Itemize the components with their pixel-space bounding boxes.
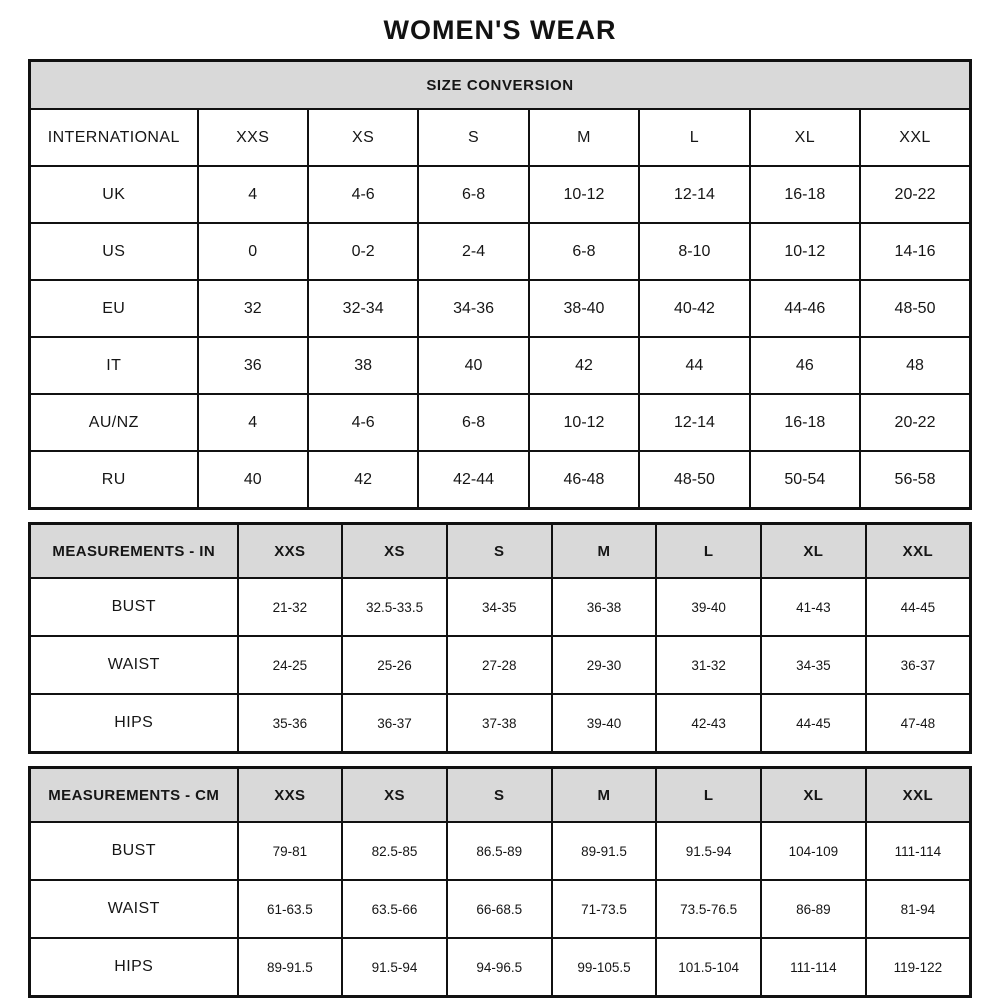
header-row xyxy=(30,768,971,823)
value-cell: 73.5-76.5 xyxy=(656,880,761,938)
value-cell: 39-40 xyxy=(552,694,657,753)
column-header: M xyxy=(552,524,657,579)
row-label: IT xyxy=(30,337,198,394)
column-header: XXS xyxy=(238,768,343,823)
table-row xyxy=(30,280,971,337)
value-cell: 34-35 xyxy=(447,578,552,636)
value-cell: 6-8 xyxy=(529,223,639,280)
value-cell: 48-50 xyxy=(639,451,749,509)
column-header: L xyxy=(639,109,749,166)
value-cell: 42-44 xyxy=(418,451,528,509)
value-cell: 12-14 xyxy=(639,166,749,223)
table-row xyxy=(30,166,971,223)
value-cell: 35-36 xyxy=(238,694,343,753)
column-header: XL xyxy=(761,768,866,823)
value-cell: 42-43 xyxy=(656,694,761,753)
value-cell: 37-38 xyxy=(447,694,552,753)
value-cell: 20-22 xyxy=(860,394,970,451)
table-row xyxy=(30,822,971,880)
value-cell: 81-94 xyxy=(866,880,971,938)
measurements-cm-table xyxy=(28,766,972,998)
value-cell: 111-114 xyxy=(866,822,971,880)
row-label: HIPS xyxy=(30,694,238,753)
header-row xyxy=(30,524,971,579)
column-header: S xyxy=(418,109,528,166)
value-cell: 4-6 xyxy=(308,394,418,451)
value-cell: 79-81 xyxy=(238,822,343,880)
value-cell: 38-40 xyxy=(529,280,639,337)
value-cell: 27-28 xyxy=(447,636,552,694)
column-header: L xyxy=(656,768,761,823)
column-header: S xyxy=(447,524,552,579)
value-cell: 91.5-94 xyxy=(342,938,447,997)
column-header: XS xyxy=(308,109,418,166)
value-cell: 36-37 xyxy=(342,694,447,753)
value-cell: 48 xyxy=(860,337,970,394)
value-cell: 4 xyxy=(198,394,308,451)
value-cell: 8-10 xyxy=(639,223,749,280)
value-cell: 50-54 xyxy=(750,451,860,509)
banner-row xyxy=(30,61,971,110)
row-label: HIPS xyxy=(30,938,238,997)
table-row xyxy=(30,880,971,938)
value-cell: 21-32 xyxy=(238,578,343,636)
value-cell: 40 xyxy=(198,451,308,509)
value-cell: 46-48 xyxy=(529,451,639,509)
row-label: EU xyxy=(30,280,198,337)
column-header: XL xyxy=(750,109,860,166)
value-cell: 32 xyxy=(198,280,308,337)
column-header: MEASUREMENTS - CM xyxy=(30,768,238,823)
value-cell: 24-25 xyxy=(238,636,343,694)
table-row xyxy=(30,394,971,451)
table-row xyxy=(30,223,971,280)
column-header: MEASUREMENTS - IN xyxy=(30,524,238,579)
value-cell: 44-45 xyxy=(761,694,866,753)
value-cell: 29-30 xyxy=(552,636,657,694)
column-header: XXL xyxy=(860,109,970,166)
value-cell: 48-50 xyxy=(860,280,970,337)
page-title: WOMEN'S WEAR xyxy=(383,15,617,45)
value-cell: 34-36 xyxy=(418,280,528,337)
value-cell: 94-96.5 xyxy=(447,938,552,997)
row-label: AU/NZ xyxy=(30,394,198,451)
value-cell: 31-32 xyxy=(656,636,761,694)
size-conversion-table xyxy=(28,59,972,510)
value-cell: 0 xyxy=(198,223,308,280)
value-cell: 10-12 xyxy=(750,223,860,280)
value-cell: 38 xyxy=(308,337,418,394)
row-label: BUST xyxy=(30,822,238,880)
value-cell: 14-16 xyxy=(860,223,970,280)
row-label: BUST xyxy=(30,578,238,636)
table-row xyxy=(30,636,971,694)
value-cell: 40-42 xyxy=(639,280,749,337)
value-cell: 91.5-94 xyxy=(656,822,761,880)
value-cell: 89-91.5 xyxy=(238,938,343,997)
value-cell: 16-18 xyxy=(750,166,860,223)
value-cell: 46 xyxy=(750,337,860,394)
column-header: INTERNATIONAL xyxy=(30,109,198,166)
value-cell: 41-43 xyxy=(761,578,866,636)
column-header: XXL xyxy=(866,524,971,579)
value-cell: 36 xyxy=(198,337,308,394)
row-label: RU xyxy=(30,451,198,509)
value-cell: 47-48 xyxy=(866,694,971,753)
value-cell: 36-38 xyxy=(552,578,657,636)
value-cell: 82.5-85 xyxy=(342,822,447,880)
value-cell: 104-109 xyxy=(761,822,866,880)
column-header: M xyxy=(552,768,657,823)
table-row xyxy=(30,694,971,753)
value-cell: 119-122 xyxy=(866,938,971,997)
value-cell: 12-14 xyxy=(639,394,749,451)
value-cell: 10-12 xyxy=(529,166,639,223)
value-cell: 40 xyxy=(418,337,528,394)
value-cell: 86-89 xyxy=(761,880,866,938)
value-cell: 86.5-89 xyxy=(447,822,552,880)
value-cell: 34-35 xyxy=(761,636,866,694)
value-cell: 20-22 xyxy=(860,166,970,223)
value-cell: 44-45 xyxy=(866,578,971,636)
table-banner: SIZE CONVERSION xyxy=(30,61,971,110)
value-cell: 61-63.5 xyxy=(238,880,343,938)
value-cell: 6-8 xyxy=(418,394,528,451)
table-row xyxy=(30,938,971,997)
column-header: M xyxy=(529,109,639,166)
row-label: WAIST xyxy=(30,880,238,938)
value-cell: 66-68.5 xyxy=(447,880,552,938)
column-header: XL xyxy=(761,524,866,579)
value-cell: 4-6 xyxy=(308,166,418,223)
header-row xyxy=(30,109,971,166)
table-row xyxy=(30,451,971,509)
value-cell: 44 xyxy=(639,337,749,394)
column-header: XS xyxy=(342,524,447,579)
value-cell: 111-114 xyxy=(761,938,866,997)
value-cell: 36-37 xyxy=(866,636,971,694)
row-label: WAIST xyxy=(30,636,238,694)
value-cell: 99-105.5 xyxy=(552,938,657,997)
value-cell: 63.5-66 xyxy=(342,880,447,938)
row-label: US xyxy=(30,223,198,280)
table-row xyxy=(30,337,971,394)
value-cell: 44-46 xyxy=(750,280,860,337)
value-cell: 89-91.5 xyxy=(552,822,657,880)
column-header: S xyxy=(447,768,552,823)
value-cell: 6-8 xyxy=(418,166,528,223)
column-header: XXS xyxy=(198,109,308,166)
value-cell: 101.5-104 xyxy=(656,938,761,997)
value-cell: 2-4 xyxy=(418,223,528,280)
measurements-in-table xyxy=(28,522,972,754)
column-header: XS xyxy=(342,768,447,823)
value-cell: 42 xyxy=(529,337,639,394)
value-cell: 25-26 xyxy=(342,636,447,694)
value-cell: 71-73.5 xyxy=(552,880,657,938)
value-cell: 0-2 xyxy=(308,223,418,280)
value-cell: 32.5-33.5 xyxy=(342,578,447,636)
value-cell: 10-12 xyxy=(529,394,639,451)
column-header: XXL xyxy=(866,768,971,823)
value-cell: 4 xyxy=(198,166,308,223)
value-cell: 39-40 xyxy=(656,578,761,636)
column-header: L xyxy=(656,524,761,579)
table-row xyxy=(30,578,971,636)
value-cell: 56-58 xyxy=(860,451,970,509)
value-cell: 42 xyxy=(308,451,418,509)
row-label: UK xyxy=(30,166,198,223)
value-cell: 32-34 xyxy=(308,280,418,337)
column-header: XXS xyxy=(238,524,343,579)
value-cell: 16-18 xyxy=(750,394,860,451)
